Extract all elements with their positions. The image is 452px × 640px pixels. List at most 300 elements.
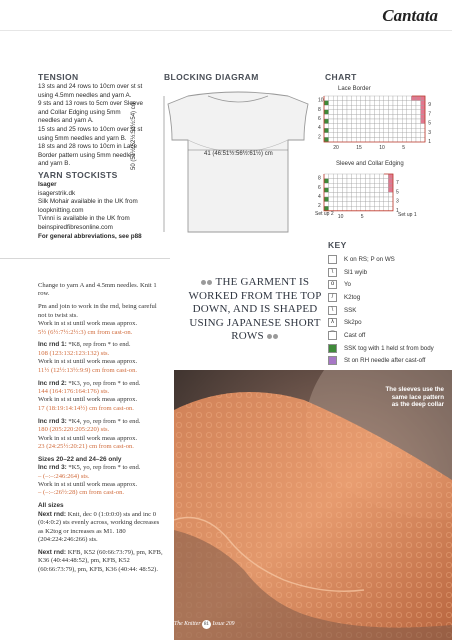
chart-cell (356, 96, 361, 101)
chart-cell (352, 188, 357, 193)
yarn-line: loopknitting.com (38, 206, 84, 214)
tension-line: 9 sts and 13 rows to 5cm over Sleeve (38, 100, 143, 108)
chart-cell (361, 179, 366, 184)
chart-cell (416, 124, 421, 129)
chart-cell (361, 197, 366, 202)
chart-cell (365, 133, 370, 138)
chart-cell (333, 188, 338, 193)
chart-cell (356, 133, 361, 138)
chart-cell (407, 96, 412, 101)
chart-cell (370, 192, 375, 197)
chart-row-label: 4 (318, 125, 321, 132)
chart-cell (388, 110, 393, 115)
chart-cell (388, 137, 393, 142)
chart-cell (384, 110, 389, 115)
chart-cell (393, 96, 398, 101)
chart-cell (329, 174, 334, 179)
chart-cell (379, 174, 384, 179)
chart-cell (411, 96, 416, 101)
chart-cell (342, 101, 347, 106)
chart-cell (333, 105, 338, 110)
chart-cell (398, 96, 403, 101)
chart-cell (356, 124, 361, 129)
chart-cell (402, 114, 407, 119)
chart-row-label: 8 (318, 175, 321, 182)
key-symbol-icon: o (328, 280, 337, 289)
chart-row-label: 3 (396, 198, 399, 205)
chart-cell (388, 133, 393, 138)
chart-cell (347, 133, 352, 138)
chart-cell (329, 105, 334, 110)
chart-cell (421, 101, 426, 106)
chart-cell (365, 128, 370, 133)
chart-cell (347, 119, 352, 124)
chart-cell (388, 114, 393, 119)
chart-cell (365, 183, 370, 188)
chart-key (328, 253, 452, 367)
chart-cell (384, 128, 389, 133)
chart-cell (356, 202, 361, 207)
key-item (328, 278, 452, 291)
chart-cell (388, 105, 393, 110)
key-item (328, 316, 452, 329)
chart-cell (384, 105, 389, 110)
tension-line: and yarn B. (38, 160, 71, 168)
chart-cell (421, 137, 426, 142)
chart-cell (361, 206, 366, 211)
chart-cell (398, 101, 403, 106)
chart-cell (402, 124, 407, 129)
chart-cell (352, 206, 357, 211)
chart-cell (324, 124, 329, 129)
photo-caption: The sleeves use the same lace pattern as the deep collar (385, 386, 444, 409)
chart-cell (333, 183, 338, 188)
chart-cell (379, 206, 384, 211)
key-symbol-icon (328, 255, 337, 264)
chart-cell (342, 124, 347, 129)
chart-cell (379, 133, 384, 138)
pull-quote (186, 276, 324, 344)
tension-line: 15 sts and 25 rows to 10cm over st st (38, 125, 143, 133)
chart-cell (333, 101, 338, 106)
key-item (328, 355, 452, 368)
chart-cell (393, 128, 398, 133)
key-item (328, 329, 452, 342)
chart-cell (393, 105, 398, 110)
chart-cell (338, 110, 343, 115)
chart-row-label: 2 (318, 134, 321, 141)
chart-cell (329, 96, 334, 101)
chart-cell (402, 96, 407, 101)
chart-cell (375, 105, 380, 110)
chart-cell (421, 114, 426, 119)
inc2-work: Work in st st until work meas approx. (38, 396, 138, 404)
all-sizes-heading: All sizes (38, 502, 64, 510)
chart-cell (421, 133, 426, 138)
chart-cell (379, 202, 384, 207)
chart-cell (361, 192, 366, 197)
incr3-meas: – (–:–:26½:28) cm from cast-on. (38, 489, 125, 497)
chart-cell (329, 179, 334, 184)
chart-cell (338, 179, 343, 184)
chart-cell (342, 137, 347, 142)
chart-cell (365, 188, 370, 193)
chart-cell (333, 110, 338, 115)
pattern-divider (0, 258, 170, 259)
chart-cell (388, 206, 393, 211)
chart-row-label: 8 (318, 106, 321, 113)
chart-cell (352, 110, 357, 115)
incr3-text: *K5, yo, rep from * to end. (68, 464, 141, 472)
key-label: Yo (344, 281, 351, 289)
incr3-sts: – (–:–:246:264) sts. (38, 472, 90, 480)
chart-cell (356, 179, 361, 184)
yarn-stockists-text (38, 181, 163, 241)
chart-cell (352, 128, 357, 133)
yarn-lines (38, 190, 163, 233)
key-label: SSK tog with 1 held st from body (344, 344, 434, 352)
tension-line: Border pattern using 5mm needles (38, 151, 135, 159)
chart-cell (361, 96, 366, 101)
chart-cell (407, 105, 412, 110)
chart-cell (379, 128, 384, 133)
chart-cell (379, 96, 384, 101)
chart-cell (398, 114, 403, 119)
quote-dot-icon (201, 280, 206, 285)
chart-cell (375, 174, 380, 179)
chart-col-label: 10 (379, 145, 385, 150)
tension-line: and Collar Edging using 5mm (38, 108, 121, 116)
chart-cell (365, 124, 370, 129)
chart-cell (384, 114, 389, 119)
inc3-meas: 23 (24:25½:20:21) cm from cast-on. (38, 442, 134, 450)
inc2-heading: Inc rnd 2: (38, 379, 67, 387)
key-label: K on RS; P on WS (344, 255, 395, 263)
chart-cell (370, 119, 375, 124)
chart-cell (342, 206, 347, 211)
chart-cell (384, 192, 389, 197)
chart-cell (388, 119, 393, 124)
chart-cell (347, 110, 352, 115)
blocking-diagram-title: BLOCKING DIAGRAM (164, 72, 259, 82)
chart-cell (365, 179, 370, 184)
tension-text (38, 83, 163, 169)
chart-cell (398, 110, 403, 115)
chart-cell (393, 119, 398, 124)
chart-cell (384, 119, 389, 124)
chart-cell (416, 96, 421, 101)
chart-cell (352, 183, 357, 188)
chart-cell (361, 188, 366, 193)
tension-line: using 4.5mm needles and yarn A. (38, 91, 132, 99)
chart-cell (333, 192, 338, 197)
chart-cell (342, 183, 347, 188)
chart-cell (379, 110, 384, 115)
chart-cell (329, 192, 334, 197)
chart-cell (352, 174, 357, 179)
chart-cell (379, 197, 384, 202)
tension-line: 18 sts and 28 rows to 10cm in Lace (38, 143, 138, 151)
key-item (328, 291, 452, 304)
chart-cell (347, 174, 352, 179)
chart-cell (379, 188, 384, 193)
chart-cell (333, 197, 338, 202)
chart-cell (375, 96, 380, 101)
chart-cell (402, 110, 407, 115)
chart-cell (379, 124, 384, 129)
key-symbol-icon: / (328, 293, 337, 302)
chart-row-label: 4 (318, 194, 321, 200)
chart-cell (384, 202, 389, 207)
chart-cell (324, 197, 329, 202)
chart-cell (421, 96, 426, 101)
lace-border-label: Lace Border (338, 86, 371, 92)
chart-cell (370, 133, 375, 138)
chart-cell (379, 119, 384, 124)
chart-cell (361, 101, 366, 106)
chart-cell (361, 202, 366, 207)
tension-line: using 5mm needles and yarn B. (38, 134, 127, 142)
chart-cell (329, 128, 334, 133)
chart-cell (356, 206, 361, 211)
chart-cell (324, 183, 329, 188)
chart-cell (342, 192, 347, 197)
lace-collar-photo (174, 370, 452, 640)
chart-cell (361, 105, 366, 110)
chart-cell (379, 183, 384, 188)
pattern-p2: Pm and join to work in the rnd, being careful not to twist sts. (38, 303, 157, 319)
chart-cell (388, 192, 393, 197)
chart-col-label: 5 (360, 213, 364, 220)
chart-cell (384, 188, 389, 193)
chart-cell (402, 133, 407, 138)
chart-cell (329, 202, 334, 207)
chart-cell (333, 202, 338, 207)
pattern-p3b: 5½ (6½:7½:2½:3) cm from cast-on. (38, 328, 133, 336)
chart-cell (352, 124, 357, 129)
chart-cell (333, 174, 338, 179)
chart-cell (370, 114, 375, 119)
chart-cell (411, 119, 416, 124)
quote-dot-icon (267, 334, 272, 339)
chart-cell (370, 197, 375, 202)
next2-text: KFB, K52 (60:66:73:79), pm, KFB, K36 (40:44:48:52), pm, KFB, K52 (60:66:73:79), pm, KFB, K36 (40:44: 48:52). (38, 548, 163, 573)
chart-cell (347, 101, 352, 106)
chart-cell (421, 105, 426, 110)
chart-cell (375, 124, 380, 129)
chart-cell (411, 137, 416, 142)
garment-outline (168, 92, 308, 232)
key-label: SSK (344, 306, 357, 314)
chart-cell (370, 105, 375, 110)
chart-cell (333, 133, 338, 138)
chart-cell (407, 101, 412, 106)
chart-cell (347, 105, 352, 110)
key-symbol-icon (328, 356, 337, 365)
chart-cell (416, 119, 421, 124)
chart-cell (421, 124, 426, 129)
chart-col-label: 20 (333, 145, 339, 150)
chart-cell (416, 110, 421, 115)
chart-cell (411, 105, 416, 110)
blocking-height-label: 50 (51½:52½:53½:54) cm (131, 101, 137, 170)
chart-cell (342, 197, 347, 202)
tension-line: 13 sts and 24 rows to 10cm over st st (38, 83, 143, 90)
inc1-meas: 11½ (12½:13½:9:9) cm from cast-on. (38, 366, 138, 374)
chart-cell (338, 114, 343, 119)
sizes-heading: Sizes 20–22 and 24–26 only (38, 455, 122, 463)
chart-cell (370, 206, 375, 211)
chart-cell (324, 179, 329, 184)
chart-cell (384, 137, 389, 142)
chart-cell (329, 133, 334, 138)
tension-title: TENSION (38, 72, 79, 82)
next1-heading: Next rnd: (38, 510, 67, 518)
chart-cell (421, 110, 426, 115)
chart-cell (342, 179, 347, 184)
chart-cell (352, 105, 357, 110)
chart-cell (352, 114, 357, 119)
chart-cell (384, 183, 389, 188)
yarn-line: isagerstrik.dk (38, 189, 76, 197)
yarn-line: Silk Mohair available in the UK from (38, 198, 138, 206)
chart-cell (333, 119, 338, 124)
chart-cell (402, 137, 407, 142)
chart-cell (324, 128, 329, 133)
chart-cell (347, 179, 352, 184)
yarn-brand: Isager (38, 181, 57, 188)
next2-heading: Next rnd: (38, 548, 67, 556)
inc2-meas: 17 (18:19:14:14½) cm from cast-on. (38, 404, 134, 412)
chart-cell (329, 137, 334, 142)
lace-border-chart (314, 94, 444, 150)
chart-cell (356, 128, 361, 133)
chart-cell (347, 183, 352, 188)
pattern-text (38, 282, 166, 579)
chart-cell (338, 128, 343, 133)
chart-cell (347, 192, 352, 197)
chart-cell (370, 124, 375, 129)
chart-cell (333, 179, 338, 184)
incr3-heading: Inc rnd 3: (38, 464, 67, 472)
chart-cell (342, 105, 347, 110)
chart-cell (365, 192, 370, 197)
chart-cell (347, 197, 352, 202)
chart-cell (324, 114, 329, 119)
chart-cell (356, 101, 361, 106)
chart-cell (329, 188, 334, 193)
chart-cell (361, 174, 366, 179)
chart-cell (407, 114, 412, 119)
inc1-sts: 108 (123:132:123:132) sts. (38, 349, 110, 357)
yarn-line: Tvinni is available in the UK from (38, 215, 130, 223)
chart-cell (333, 96, 338, 101)
chart-cell (375, 197, 380, 202)
set-up-1-label: Set up 1 (398, 212, 417, 218)
chart-cell (393, 101, 398, 106)
chart-cell (379, 101, 384, 106)
chart-cell (375, 206, 380, 211)
chart-col-label: 10 (337, 213, 344, 220)
chart-cell (407, 124, 412, 129)
chart-cell (333, 114, 338, 119)
chart-cell (402, 128, 407, 133)
abbreviations-note: For general abbreviations, see p88 (38, 232, 142, 240)
inc2-text: *K3, yo, rep from * to end. (68, 379, 141, 387)
chart-cell (342, 202, 347, 207)
chart-cell (342, 96, 347, 101)
chart-cell (324, 133, 329, 138)
chart-cell (347, 137, 352, 142)
key-symbol-icon: \ (328, 306, 337, 315)
chart-cell (370, 174, 375, 179)
chart-cell (375, 137, 380, 142)
inc3-text: *K4, yo, rep from * to end. (68, 417, 141, 425)
chart-cell (356, 114, 361, 119)
yarn-line: beinspiredfibresonline.com (38, 223, 113, 231)
chart-cell (370, 202, 375, 207)
chart-row-label: 6 (318, 184, 321, 191)
incr3-work: Work in st st until work meas approx. (38, 481, 138, 489)
chart-cell (352, 119, 357, 124)
chart-cell (356, 188, 361, 193)
key-label: St on RH needle after cast-off (344, 357, 426, 365)
chart-row-label: 5 (428, 120, 431, 127)
chart-cell (384, 124, 389, 129)
chart-cell (338, 188, 343, 193)
inc1-work: Work in st st until work meas approx. (38, 358, 138, 366)
chart-cell (370, 183, 375, 188)
chart-cell (356, 197, 361, 202)
chart-row-label: 3 (428, 129, 431, 136)
inc3-work: Work in st st until work meas approx. (38, 434, 138, 442)
chart-cell (352, 101, 357, 106)
chart-cell (356, 110, 361, 115)
chart-cell (407, 119, 412, 124)
chart-cell (333, 124, 338, 129)
key-symbol-icon (328, 344, 337, 353)
chart-cell (388, 124, 393, 129)
chart-cell (375, 101, 380, 106)
chart-cell (352, 197, 357, 202)
chart-cell (338, 183, 343, 188)
chart-cell (329, 110, 334, 115)
yarn-stockists-title: YARN STOCKISTS (38, 170, 118, 180)
chart-row-label: 9 (428, 102, 431, 109)
key-label: K2tog (344, 293, 361, 301)
chart-cell (324, 202, 329, 207)
pull-quote-text: THE GARMENT IS WORKED FROM THE TOP DOWN, AND IS SHAPED USING JAPANESE SHORT ROWS (188, 276, 322, 342)
chart-cell (388, 101, 393, 106)
chart-cell (379, 114, 384, 119)
chart-cell (356, 105, 361, 110)
chart-cell (347, 206, 352, 211)
chart-cell (384, 174, 389, 179)
chart-cell (342, 114, 347, 119)
chart-cell (329, 101, 334, 106)
chart-row-label: 6 (318, 116, 321, 122)
key-title: KEY (328, 240, 347, 250)
chart-cell (338, 197, 343, 202)
chart-col-label: 5 (402, 145, 405, 150)
chart-cell (342, 119, 347, 124)
chart-cell (347, 128, 352, 133)
chart-row-label: 7 (396, 180, 399, 187)
chart-cell (375, 114, 380, 119)
chart-cell (398, 105, 403, 110)
chart-title: CHART (325, 72, 357, 82)
chart-cell (384, 197, 389, 202)
